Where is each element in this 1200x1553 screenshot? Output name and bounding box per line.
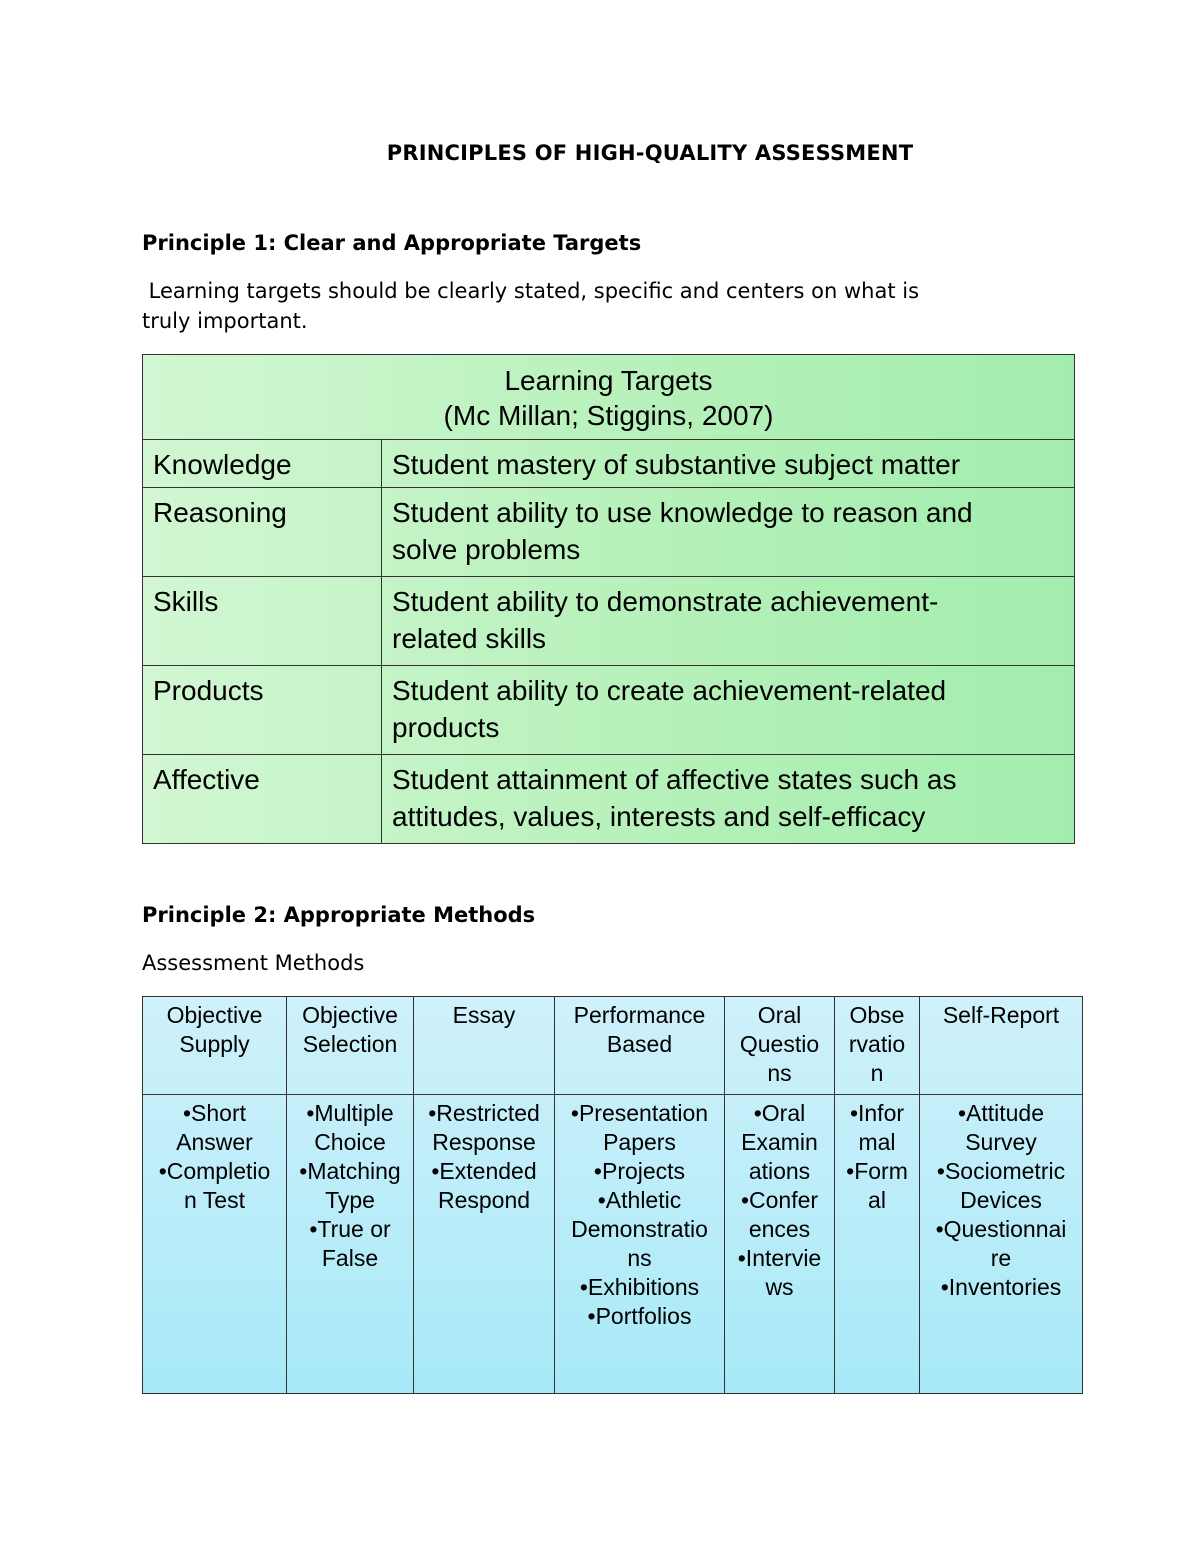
method-item-line: ns xyxy=(627,1245,652,1271)
method-item-line: Devices xyxy=(960,1187,1042,1213)
method-item-line: Choice xyxy=(314,1129,386,1155)
method-header-line: Obse xyxy=(849,1002,905,1028)
method-item-line: •Confer xyxy=(740,1187,819,1213)
description-line: truly important. xyxy=(142,309,308,333)
method-item-line: •Multiple xyxy=(306,1100,394,1126)
method-header-line: Objective xyxy=(302,1002,398,1028)
target-description: Student mastery of substantive subject matter xyxy=(382,440,1075,488)
methods-items-row xyxy=(143,1095,1083,1394)
method-items xyxy=(835,1095,920,1394)
assessment-methods-subheading: Assessment Methods xyxy=(142,951,365,975)
method-item-line: •True or xyxy=(309,1216,391,1242)
method-item-line: re xyxy=(990,1245,1012,1271)
method-item-line: •Matching xyxy=(299,1158,401,1184)
target-name: Reasoning xyxy=(143,488,382,577)
method-item-line: •Extended xyxy=(431,1158,537,1184)
method-item-line: •Attitude xyxy=(957,1100,1045,1126)
method-header-line: Performance xyxy=(573,1002,706,1028)
method-header-line: rvatio xyxy=(848,1031,906,1057)
method-item-line: al xyxy=(868,1187,886,1213)
method-item-line: •Inventories xyxy=(940,1274,1062,1300)
method-header xyxy=(835,997,920,1095)
method-header xyxy=(414,997,555,1095)
method-item-line: •Questionnai xyxy=(935,1216,1067,1242)
header-citation: (Mc Millan; Stiggins, 2007) xyxy=(443,400,774,431)
target-name: Affective xyxy=(143,755,382,844)
method-item-line: ences xyxy=(748,1216,811,1242)
principle-1-heading: Principle 1: Clear and Appropriate Targets xyxy=(142,231,642,255)
method-header-line: Essay xyxy=(452,1002,516,1028)
method-item-line: •Infor xyxy=(849,1100,905,1126)
method-item-line: ws xyxy=(765,1274,794,1300)
target-description: Student ability to demonstrate achievement- related skills xyxy=(382,577,1075,666)
method-item-line: •Oral xyxy=(753,1100,806,1126)
method-item-line: Examin xyxy=(741,1129,818,1155)
method-header-line: n xyxy=(870,1060,884,1086)
method-item-line: •Form xyxy=(846,1158,908,1184)
method-item-line: Demonstratio xyxy=(571,1216,708,1242)
method-item-line: Survey xyxy=(965,1129,1037,1155)
method-header xyxy=(555,997,725,1095)
method-item-line: •Completio xyxy=(158,1158,271,1184)
header-title: Learning Targets xyxy=(504,365,713,396)
principle-2-heading: Principle 2: Appropriate Methods xyxy=(142,903,536,927)
target-description: Student attainment of affective states such as attitudes, values, interests and self-efficacy xyxy=(382,755,1075,844)
method-item-line: False xyxy=(321,1245,379,1271)
learning-targets-table xyxy=(142,354,1075,844)
method-item-line: •Projects xyxy=(593,1158,686,1184)
method-item-line: •Intervie xyxy=(737,1245,822,1271)
method-items xyxy=(143,1095,287,1394)
method-items xyxy=(555,1095,725,1394)
method-item-line: •Exhibitions xyxy=(579,1274,700,1300)
method-items xyxy=(414,1095,555,1394)
target-description: Student ability to create achievement-related products xyxy=(382,666,1075,755)
method-item-line: •Athletic xyxy=(597,1187,682,1213)
method-header-line: Based xyxy=(606,1031,673,1057)
method-header xyxy=(920,997,1083,1095)
method-item-line: Respond xyxy=(437,1187,531,1213)
method-items xyxy=(920,1095,1083,1394)
target-name: Products xyxy=(143,666,382,755)
method-header xyxy=(725,997,835,1095)
method-item-line: Answer xyxy=(176,1129,253,1155)
learning-targets-header xyxy=(143,355,1075,440)
method-item-line: Response xyxy=(432,1129,536,1155)
method-item-line: •Restricted xyxy=(428,1100,540,1126)
method-item-line: •Sociometric xyxy=(936,1158,1066,1184)
methods-header-row xyxy=(143,997,1083,1095)
method-item-line: •Portfolios xyxy=(587,1303,692,1329)
method-items xyxy=(725,1095,835,1394)
method-header-line: Selection xyxy=(302,1031,398,1057)
method-item-line: Type xyxy=(325,1187,375,1213)
principle-1-description xyxy=(142,276,1042,336)
method-header xyxy=(287,997,414,1095)
page-title: PRINCIPLES OF HIGH-QUALITY ASSESSMENT xyxy=(386,141,914,165)
target-name: Knowledge xyxy=(143,440,382,488)
method-item-line: •Presentation xyxy=(570,1100,709,1126)
method-item-line: ations xyxy=(748,1158,811,1184)
method-header-line: Objective xyxy=(166,1002,263,1028)
method-header-line: Questio xyxy=(739,1031,820,1057)
target-name: Skills xyxy=(143,577,382,666)
method-item-line: Papers xyxy=(603,1129,676,1155)
method-header-line: Supply xyxy=(179,1031,250,1057)
method-item-line: mal xyxy=(858,1129,896,1155)
method-items xyxy=(287,1095,414,1394)
method-item-line: n Test xyxy=(184,1187,245,1213)
target-description: Student ability to use knowledge to reason and solve problems xyxy=(382,488,1075,577)
method-header xyxy=(143,997,287,1095)
method-header-line: Oral xyxy=(757,1002,802,1028)
method-header-line: ns xyxy=(767,1060,792,1086)
method-header-line: Self-Report xyxy=(942,1002,1060,1028)
description-line: Learning targets should be clearly stated, specific and centers on what is xyxy=(142,279,920,303)
assessment-methods-table xyxy=(142,996,1083,1394)
method-item-line: •Short xyxy=(182,1100,247,1126)
